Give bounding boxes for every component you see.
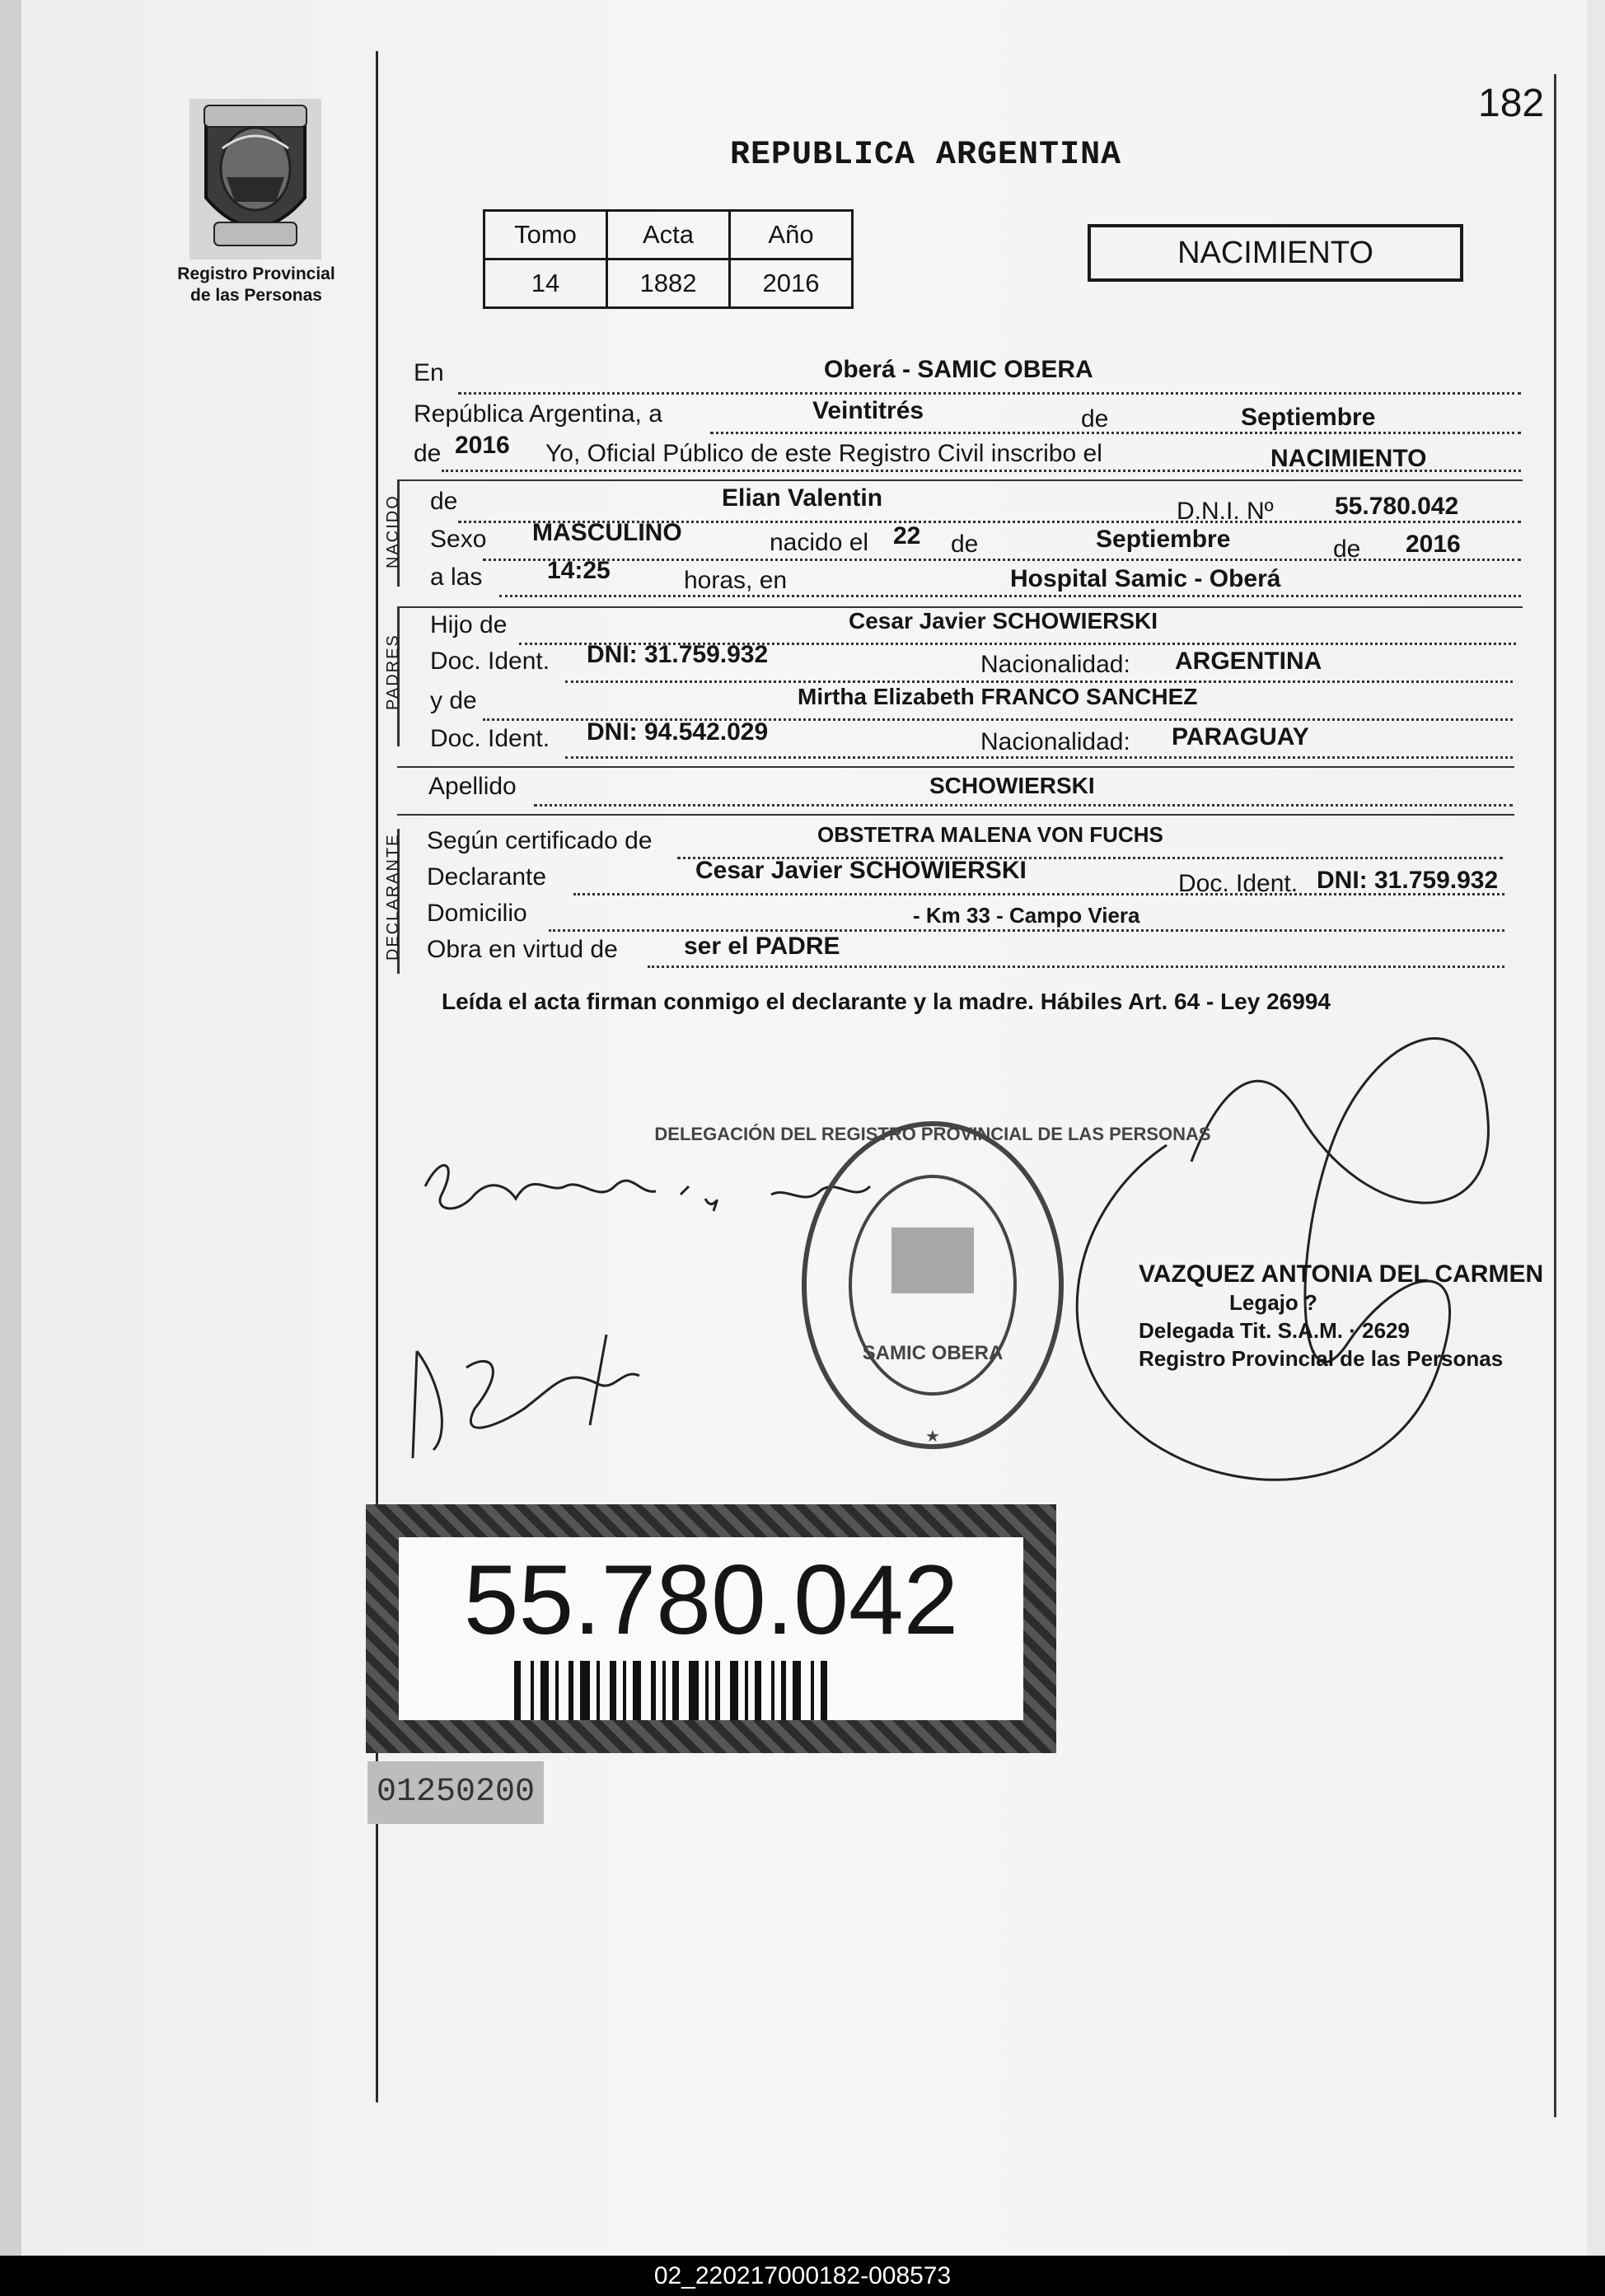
barcode-bars-icon — [514, 1661, 910, 1720]
nacido-label: NACIDO — [384, 494, 402, 568]
crest-label: Registro Provincial de las Personas — [177, 264, 335, 305]
dotted-line — [710, 432, 1521, 434]
barcode-bar — [555, 1661, 559, 1720]
barcode-bar — [793, 1661, 801, 1720]
barcode-bar — [569, 1661, 573, 1720]
dotted-line — [483, 559, 1521, 561]
dotted-line — [565, 756, 1513, 759]
mes-nacimiento-value: Septiembre — [1096, 526, 1231, 553]
barcode-bar — [633, 1661, 641, 1720]
svg-text:★: ★ — [925, 1426, 940, 1446]
anio-value: 2016 — [730, 260, 853, 308]
barcode-label — [399, 1537, 1023, 1720]
certificate-type: NACIMIENTO — [1088, 224, 1463, 282]
barcode-bar — [672, 1661, 679, 1720]
barcode-bar — [705, 1661, 709, 1720]
nombre-value: Elian Valentin — [722, 484, 883, 512]
barcode-number: 55.780.042 — [463, 1545, 959, 1655]
barcode-bar — [771, 1661, 774, 1720]
certificado-value: OBSTETRA MALENA VON FUCHS — [817, 822, 1163, 847]
section-divider — [397, 814, 1514, 816]
serial-label: 01250200 — [367, 1761, 544, 1824]
tomo-value: 14 — [484, 260, 607, 308]
nombre-row: de Elian Valentin D.N.I. Nº 55.780.042 — [430, 484, 1459, 525]
domicilio-value: - Km 33 - Campo Viera — [913, 903, 1140, 928]
barcode-bar — [715, 1661, 720, 1720]
apellido-value: SCHOWIERSKI — [929, 773, 1095, 798]
inscripcion-value: NACIMIENTO — [1270, 445, 1427, 472]
obra-value: ser el PADRE — [684, 933, 840, 960]
dotted-line — [648, 966, 1504, 968]
section-divider — [397, 766, 1514, 768]
padres-label: PADRES — [384, 634, 402, 710]
dotted-line — [458, 392, 1521, 395]
barcode-bar — [540, 1661, 549, 1720]
dotted-line — [573, 893, 1504, 895]
barcode-sticker — [366, 1504, 1056, 1753]
padre-row: Hijo de Cesar Javier SCHOWIERSKI — [430, 608, 1158, 638]
madre-doc-value: DNI: 94.542.029 — [587, 718, 769, 746]
registry-stamp-icon — [654, 1112, 1211, 1458]
registry-table — [483, 209, 854, 309]
mother-signature-icon — [392, 1318, 664, 1466]
apellido-row: Apellido SCHOWIERSKI — [428, 773, 1095, 800]
anio-nacimiento-value: 2016 — [1406, 531, 1461, 558]
obra-row: Obra en virtud de ser el PADRE — [427, 933, 840, 963]
closing-note: Leída el acta firman conmigo el declarante y la madre. Hábiles Art. 64 - Ley 26994 — [442, 989, 1331, 1014]
domicilio-row: Domicilio - Km 33 - Campo Viera — [427, 900, 1140, 928]
dia-nacimiento-value: 22 — [893, 522, 921, 549]
dotted-line — [565, 680, 1513, 683]
page-number: 182 — [1478, 82, 1545, 125]
document-title: REPUBLICA ARGENTINA — [730, 137, 1122, 174]
svg-text:DELEGACIÓN DEL REGISTRO PROVIN: DELEGACIÓN DEL REGISTRO PROVINCIAL DE LAS PERSONAS — [654, 1124, 1211, 1144]
barcode-bar — [610, 1661, 616, 1720]
declarante-label: DECLARANTE — [384, 833, 402, 961]
padre-doc-row: Doc. Ident. DNI: 31.759.932 Nacionalidad: ARGENTINA — [430, 641, 1322, 678]
fecha-row: República Argentina, a Veintitrés de Septiembre — [414, 397, 1376, 433]
barcode-bar — [781, 1661, 786, 1720]
en-row: En Oberá - SAMIC OBERA — [414, 356, 1093, 386]
inscripcion-row: de 2016 Yo, Oficial Público de este Registro Civil inscribo el NACIMIENTO — [414, 432, 1427, 472]
madre-nacionalidad-value: PARAGUAY — [1172, 723, 1309, 751]
acta-header: Acta — [607, 211, 730, 260]
declarante-row: Declarante Cesar Javier SCHOWIERSKI Doc. Ident. DNI: 31.759.932 — [427, 857, 1499, 897]
acta-value: 1882 — [607, 260, 730, 308]
lugar-nacimiento-value: Hospital Samic - Oberá — [1010, 565, 1281, 592]
mes-value: Septiembre — [1241, 404, 1376, 431]
lugar-value: Oberá - SAMIC OBERA — [824, 356, 1093, 383]
barcode-bar — [623, 1661, 626, 1720]
madre-doc-row: Doc. Ident. DNI: 94.542.029 Nacionalidad: PARAGUAY — [430, 718, 1309, 755]
madre-value: Mirtha Elizabeth FRANCO SANCHEZ — [798, 684, 1198, 709]
dotted-line — [549, 929, 1504, 932]
birth-certificate-page — [21, 0, 1587, 2256]
padre-value: Cesar Javier SCHOWIERSKI — [849, 608, 1158, 634]
svg-text:SAMIC OBERA: SAMIC OBERA — [862, 1342, 1004, 1364]
barcode-bar — [580, 1661, 590, 1720]
declarante-nombre-value: Cesar Javier SCHOWIERSKI — [695, 857, 1027, 884]
barcode-bar — [811, 1661, 814, 1720]
barcode-bar — [514, 1661, 521, 1720]
dia-value: Veintitrés — [812, 397, 924, 424]
declarante-doc-value: DNI: 31.759.932 — [1317, 867, 1499, 894]
anio-value: 2016 — [455, 432, 510, 459]
dni-value: 55.780.042 — [1335, 493, 1459, 520]
hora-row: a las 14:25 horas, en Hospital Samic - Oberá — [430, 557, 1281, 594]
official-stamp-text: VAZQUEZ ANTONIA DEL CARMEN Legajo ? Delegada Tit. S.A.M. · 2629 Registro Provincial de las Personas — [1139, 1260, 1544, 1371]
anio-header: Año — [730, 211, 853, 260]
barcode-bar — [689, 1661, 699, 1720]
padre-doc-value: DNI: 31.759.932 — [587, 641, 769, 668]
sexo-value: MASCULINO — [532, 519, 682, 546]
barcode-bar — [531, 1661, 534, 1720]
right-margin-rule — [1554, 74, 1556, 2117]
madre-row: y de Mirtha Elizabeth FRANCO SANCHEZ — [430, 684, 1198, 714]
tomo-header: Tomo — [484, 211, 607, 260]
dotted-line — [499, 595, 1521, 597]
certificado-row: Según certificado de OBSTETRA MALENA VON FUCHS — [427, 822, 1163, 854]
scan-edge — [0, 0, 21, 2256]
barcode-bar — [662, 1661, 666, 1720]
misiones-crest-icon — [190, 99, 321, 260]
padre-nacionalidad-value: ARGENTINA — [1175, 648, 1322, 675]
barcode-bar — [745, 1661, 748, 1720]
sexo-row: Sexo MASCULINO nacido el 22 de Septiembre de 2016 — [430, 519, 1461, 563]
scan-footer: 02_220217000182-008573 — [0, 2256, 1605, 2296]
dotted-line — [534, 804, 1513, 807]
barcode-bar — [755, 1661, 761, 1720]
dotted-line — [442, 470, 1521, 472]
barcode-bar — [821, 1661, 827, 1720]
barcode-bar — [730, 1661, 738, 1720]
hora-value: 14:25 — [547, 557, 611, 584]
section-divider — [397, 479, 1523, 481]
barcode-bar — [597, 1661, 600, 1720]
barcode-bar — [651, 1661, 656, 1720]
